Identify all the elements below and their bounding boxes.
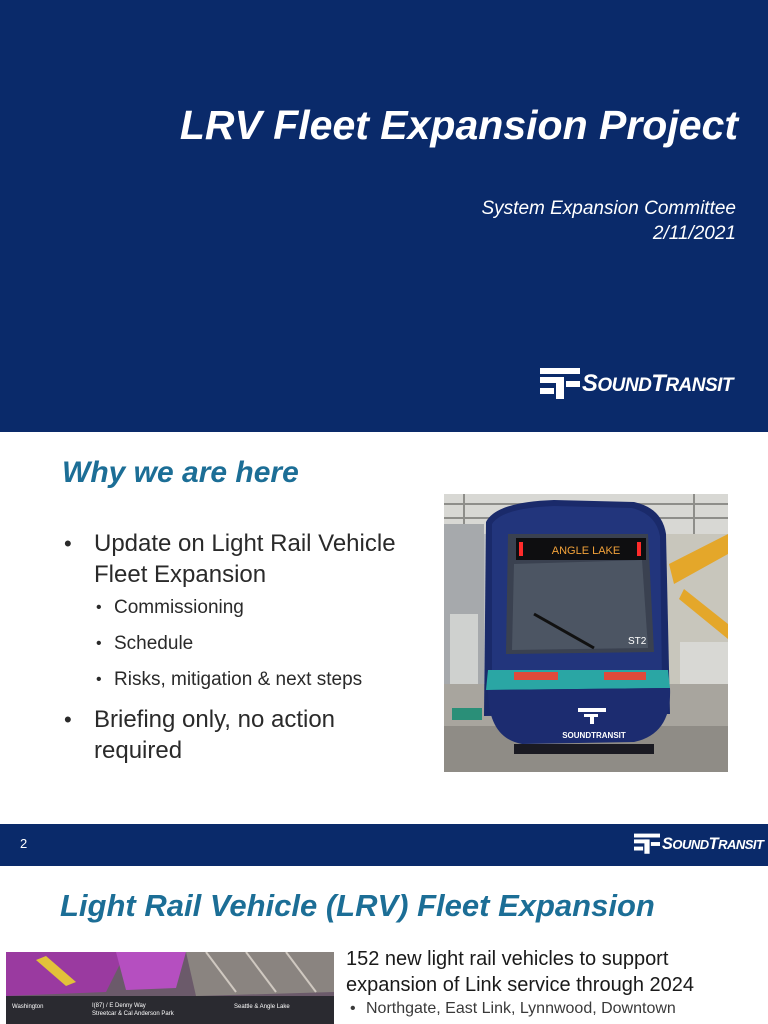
sign-text-washington: Washington xyxy=(12,1004,44,1010)
sound-transit-logo xyxy=(540,368,733,400)
sub-bullet-item: • Commissioning xyxy=(62,596,422,620)
sign-text-angle-lake: Seattle & Angle Lake xyxy=(234,1004,290,1010)
presentation-title: LRV Fleet Expansion Project xyxy=(179,102,738,148)
presentation-subtitle xyxy=(482,196,737,246)
slide-heading: Light Rail Vehicle (LRV) Fleet Expansion xyxy=(60,888,655,923)
sub-bullet-item: • Schedule xyxy=(62,632,422,656)
car-number-text: ST2 xyxy=(628,636,647,647)
light-rail-vehicle-photo xyxy=(444,494,728,772)
destination-sign-text: ANGLE LAKE xyxy=(551,545,621,557)
agenda-slide xyxy=(0,432,768,824)
bullet-item: • Briefing only, no action required xyxy=(62,704,422,766)
sound-transit-logo-icon xyxy=(540,368,580,400)
title-slide xyxy=(0,0,768,432)
bullet-item: • Update on Light Rail Vehicle Fleet Expansion xyxy=(62,528,422,590)
footer-sound-transit-logo xyxy=(634,833,763,855)
sign-text-denny-way: I(87) / E Denny Way xyxy=(92,1003,146,1009)
page-number: 2 xyxy=(20,836,28,851)
slide-heading: Why we are here xyxy=(62,456,299,489)
service-extensions-bullet: • Northgate, East Link, Lynnwood, Downtown xyxy=(366,1000,676,1018)
front-logo-text: SOUNDTRANSIT xyxy=(562,731,626,740)
fleet-summary-line: 152 new light rail vehicles to support xyxy=(346,948,669,970)
sound-transit-logo-icon xyxy=(634,833,660,855)
fleet-summary-line: expansion of Link service through 2024 xyxy=(346,974,695,996)
sub-bullet-item: • Risks, mitigation & next steps xyxy=(62,668,422,692)
station-interior-photo xyxy=(6,952,334,1024)
sound-transit-wordmark: SOUNDTRANSIT xyxy=(662,834,764,853)
bullet-list xyxy=(62,528,422,772)
presentation-date: 2/11/2021 xyxy=(652,223,736,244)
fleet-summary-text xyxy=(346,946,746,998)
committee-name: System Expansion Committee xyxy=(481,198,736,219)
fleet-expansion-slide xyxy=(0,866,768,1024)
slide-footer xyxy=(0,824,768,866)
sign-text-streetcar: Streetcar & Cal Anderson Park xyxy=(92,1011,174,1017)
sound-transit-wordmark: SOUNDTRANSIT xyxy=(582,370,734,397)
